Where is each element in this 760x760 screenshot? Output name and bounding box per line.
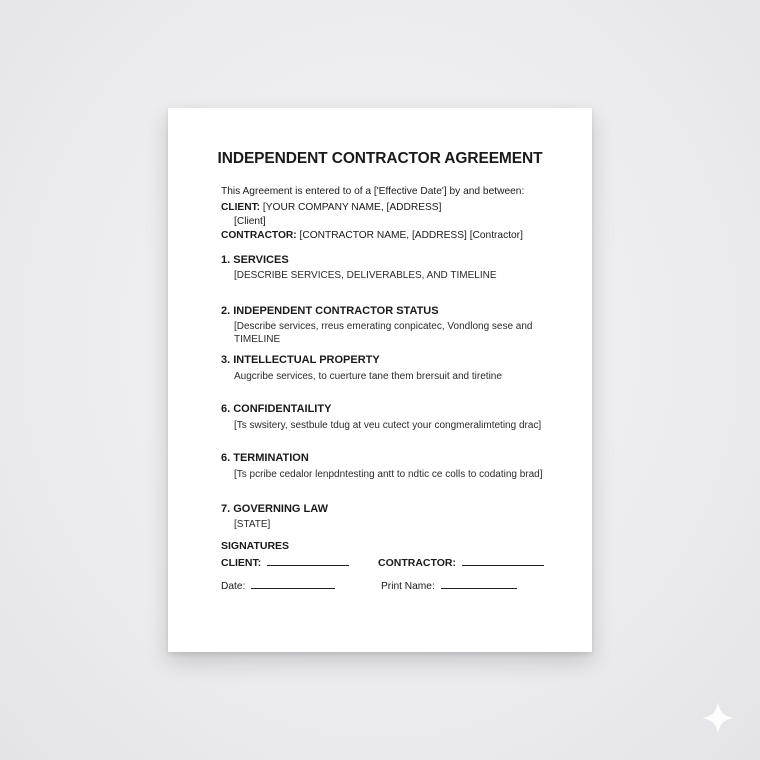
intro-text: This Agreement is entered to of a ['Effective Date'] by and between: <box>221 186 525 197</box>
print-name-field[interactable] <box>441 579 517 589</box>
section-body: [DESCRIBE SERVICES, DELIVERABLES, AND TIMELINE <box>234 270 497 281</box>
client-signature-field[interactable] <box>267 556 349 566</box>
section-heading: 6. CONFIDENTAILITY <box>221 403 332 415</box>
client-label: CLIENT: <box>221 202 261 213</box>
document-page <box>168 108 592 652</box>
section-body: [Ts pcribe cedalor lenpdntesting antt to ndtic ce colls to codating brad] <box>234 469 543 480</box>
contractor-line <box>221 229 523 242</box>
section-body: [Ts swsitery, sestbule tdug at veu cutect your congmeralimteting drac] <box>234 420 542 431</box>
contractor-signature-label: CONTRACTOR: <box>378 557 456 569</box>
document-title: INDEPENDENT CONTRACTOR AGREEMENT <box>217 150 543 167</box>
section-heading: 6. TERMINATION <box>221 452 309 464</box>
client-signature-label: CLIENT: <box>221 557 262 569</box>
client-value: [YOUR COMPANY NAME, [ADDRESS] <box>262 202 442 213</box>
client-line <box>221 201 441 214</box>
contractor-value: [CONTRACTOR NAME, [ADDRESS] [Contractor] <box>299 230 523 241</box>
contractor-label: CONTRACTOR: <box>221 230 297 241</box>
client-sub: [Client] <box>234 216 266 227</box>
signatures-heading: SIGNATURES <box>221 540 290 552</box>
contractor-signature-line <box>378 556 544 569</box>
section-body: [STATE] <box>234 519 271 530</box>
section-heading: 2. INDEPENDENT CONTRACTOR STATUS <box>221 305 439 317</box>
date-line <box>221 579 335 592</box>
print-name-line <box>381 579 517 592</box>
client-signature-line <box>221 556 349 569</box>
section-heading: 7. GOVERNING LAW <box>221 503 328 515</box>
sparkle-icon <box>700 700 736 736</box>
contractor-signature-field[interactable] <box>462 556 544 566</box>
section-heading: 3. INTELLECTUAL PROPERTY <box>221 354 380 366</box>
print-name-label: Print Name: <box>381 581 435 592</box>
date-label: Date: <box>221 581 246 592</box>
section-body: Augcribe services, to cuerture tane them brersuit and tiretine <box>234 371 502 382</box>
date-field[interactable] <box>251 579 335 589</box>
section-heading: 1. SERVICES <box>221 254 289 266</box>
section-body: [Describe services, rreus emerating conpicatec, Vondlong sese and TIMELINE <box>234 321 533 345</box>
